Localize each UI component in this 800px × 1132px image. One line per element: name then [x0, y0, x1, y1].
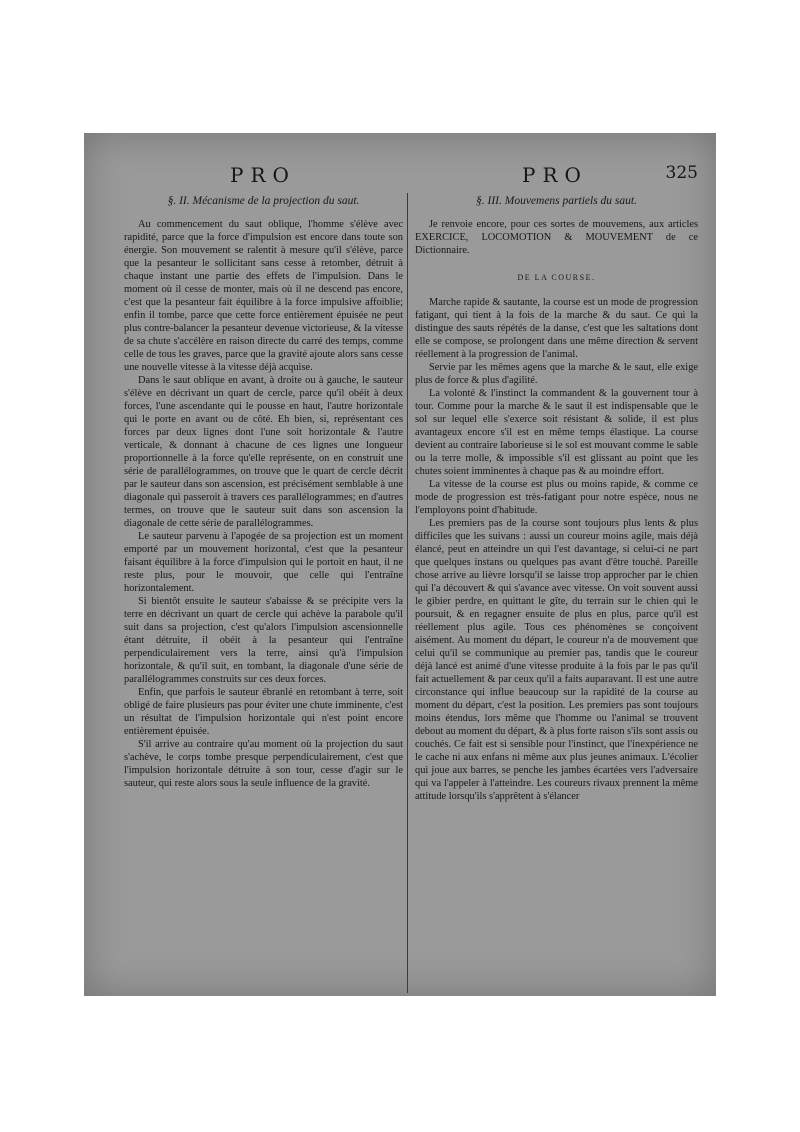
intro-paragraph: Je renvoie encore, pour ces sortes de mouvemens, aux articles EXERCICE, LOCOMOTION & MOUVEMENT de ce Dictionnaire.: [415, 219, 698, 256]
paragraph: La volonté & l'instinct la commandent & la gouvernent tour à tour. Comme pour la marche & le saut il est indispensable que le sol sur lequel elle s'exerce soit résistant & solide, il est plus avantageux encore s'il est en même temps élastique. La course devient au contraire laborieuse si le sol est mouvant comme le sable ou la terre molle, & impossible s'il est glissant au point que les chutes soient imminentes à chaque pas & au moindre effort.: [415, 388, 698, 477]
paragraph: Dans le saut oblique en avant, à droite ou à gauche, le sauteur s'élève en décrivant un quart de cercle, parce qu'il obéit à deux forces, l'une ascendante qui le pousse en haut, l'autre horizontale qui le porte en avant ou de côté. Eh bien, si, représentant ces forces par deux lignes dont l'une soit horizontale & l'autre verticale, & donnant à chacune de ces lignes une longueur proportionnelle à la force qu'elle représente, on en construit une série de parallélogrammes, on trouve que le quart de cercle décrit par le sauteur dans son ascension, est précisément semblable à une diagonale qui passeroit à travers ces parallélogrammes; en d'autres termes, on trouve que le sauteur suit dans son ascension la diagonale de cette série de parallélogrammes.: [124, 375, 403, 529]
running-head-left: PRO: [230, 163, 296, 187]
paragraph: Enfin, que parfois le sauteur ébranlé en retombant à terre, soit obligé de faire plusieurs pas pour éviter une chute imminente, c'est un résultat de l'impulsion horizontale qui n'est point encore entièrement épuisée.: [124, 687, 403, 737]
scanned-page: [84, 133, 716, 996]
paragraph: La vitesse de la course est plus ou moins rapide, & comme ce mode de progression est très-fatigant pour notre espèce, nous ne l'employons point d'habitude.: [415, 479, 698, 516]
paragraph: Le sauteur parvenu à l'apogée de sa projection est un moment emporté par un mouvement horizontal, c'est que la pesanteur faisant équilibre à la force d'impulsion qui le portoit en haut, il ne reste plus, pour le mouvoir, que celle qui l'entraîne horizontalement.: [124, 531, 403, 594]
paragraph: Les premiers pas de la course sont toujours plus lents & plus difficiles que les suivans : aussi un coureur moins agile, mais déjà élancé, peut en atteindre un qui l'est davantage, si celui-ci ne part que quelques instans ou quelques pas avant d'être touché. Pareille chose arrive au lièvre lorsqu'il se laisse trop approcher par le chien qui l'a découvert & qui s'avance avec vitesse. On voit souvent aussi le gibier perdre, en quittant le gîte, du terrain sur le chien qui le poursuit, & en regagner ensuite de plus en plus, parce qu'il est réellement plus agile. Tous ces phénomènes se conçoivent aisément. Au moment du départ, le coureur n'a de mouvement que celui qu'il se communique au premier pas, tandis que le coureur déjà lancé est animé d'une vitesse produite à la fois par le pas qu'il fait actuellement & par ceux qu'il a faits auparavant. Il est une autre circonstance qui influe beaucoup sur la rapidité de la course au moment du départ, c'est la position. Les premiers pas sont toujours moins étendus, lors même que l'homme ou l'animal se trouvent debout au moment du départ, & à plus forte raison s'ils sont assis ou couchés. Ce fait est si sensible pour l'instinct, que l'inexpérience ne le cache ni aux enfans ni même aux plus jeunes animaux. L'écolier qui joue aux barres, se penche les jambes écartées vers l'adversaire qui va l'appeler à l'atteindre. Les coureurs rivaux prennent la même attitude lorsqu'ils s'apprêtent à s'élancer: [415, 518, 698, 802]
left-column: [124, 195, 403, 976]
subheading: DE LA COURSE.: [517, 273, 596, 282]
right-column: [415, 195, 698, 976]
paragraph: S'il arrive au contraire qu'au moment où la projection du saut s'achève, le corps tombe presque perpendiculairement, c'est que l'impulsion horizontale détruite à son tour, cesse d'agir sur le sauteur, qui reste alors sous la seule influence de la gravité.: [124, 739, 403, 789]
paragraph: Au commencement du saut oblique, l'homme s'élève avec rapidité, parce que la force d'impulsion est encore dans toute son énergie. Son mouvement se ralentit à mesure qu'il s'élève, parce que la pesanteur le sollicitant sans cesse à retomber, détruit à chaque instant une partie des effets de l'impulsion. Dans le moment où il cesse de monter, mais où il ne descend pas encore, c'est que la pesanteur fait équilibre à la force impulsive affoiblie; enfin il tombe, parce que cette force entièrement épuisée ne peut plus contre-balancer la pesanteur devenue victorieuse, & la vitesse de sa chute s'accélère en raison directe du carré des temps, comme celle de tous les graves, parce que la gravité ajoute alors sans cesse une nouvelle vitesse à la vitesse déjà acquise.: [124, 219, 403, 373]
paragraph: Si bientôt ensuite le sauteur s'abaisse & se précipite vers la terre en décrivant un quart de cercle qui achève la parabole qu'il suit dans sa projection, c'est qu'alors l'impulsion ascensionnelle étant détruite, il obéit à la pesanteur qui l'entraîne perpendiculairement vers la terre, ainsi qu'à l'impulsion horizontale, & qu'il suit, en tombant, la diagonale d'une série de parallélogrammes construits sur ces deux forces.: [124, 596, 403, 685]
section-title-right: §. III. Mouvemens partiels du saut.: [476, 195, 637, 207]
section-title-left: §. II. Mécanisme de la projection du saut.: [167, 195, 360, 207]
paragraph: Servie par les mêmes agens que la marche & le saut, elle exige plus de force & plus d'agilité.: [415, 362, 698, 386]
page-number: 325: [665, 163, 698, 183]
running-head-right: PRO: [522, 163, 588, 187]
column-divider: [407, 193, 408, 993]
paragraph: Marche rapide & sautante, la course est un mode de progression fatigant, qui tient à la fois de la marche & du saut. Ce qui la distingue des sauts répétés de la danse, c'est que les saltations dont elle se compose, se prolongent dans une même direction & servent réellement à la progression de l'animal.: [415, 297, 698, 360]
